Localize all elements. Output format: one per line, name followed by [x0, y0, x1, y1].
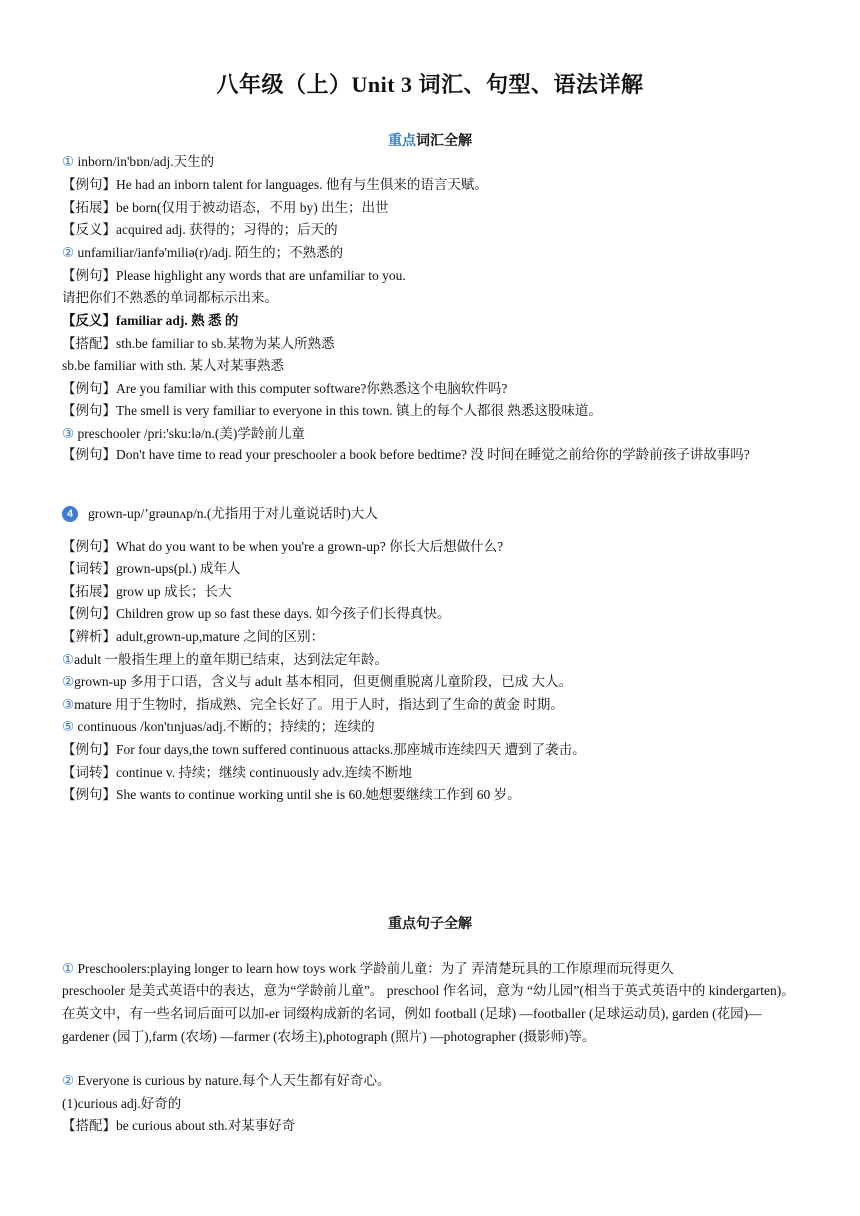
example-line: 【例句】Are you familiar with this computer software?你熟悉这个电脑软件吗?: [62, 381, 508, 396]
vocab-entry-preschooler: ③ preschooler /pri:'sku:lə/n.(美)学龄前儿童: [62, 426, 305, 441]
distinction-adult: ①adult 一般指生理上的童年期已结束，达到法定年龄。: [62, 652, 388, 667]
circled-number: ⑤: [62, 719, 75, 734]
example-line: 【例句】Please highlight any words that are unfamiliar to you.: [62, 268, 406, 283]
circled-number: ③: [62, 697, 75, 712]
extension-line: 【拓展】grow up 成长；长大: [62, 584, 232, 599]
number-badge-icon: 4: [62, 506, 78, 522]
collocation-line: 【搭配】sth.be familiar to sb.某物为某人所熟悉: [62, 336, 335, 351]
circled-number: ②: [62, 674, 75, 689]
vocab-section-heading: [0, 130, 860, 150]
vocab-line: ① inborn/in'bɒn/adj.天生的: [62, 154, 215, 169]
vocab-entry-grown-up: [62, 503, 804, 525]
collocation-line-2: sb.be familiar with sth. 某人对某事熟悉: [62, 358, 284, 373]
word-curious: (1)curious adj.好奇的: [62, 1096, 182, 1111]
circled-number: ②: [62, 245, 75, 260]
distinction-line: 【辨析】adult,grown-up,mature 之间的区别：: [62, 629, 325, 644]
example-line: 【例句】She wants to continue working until she is 60.她想要继续工作到 60 岁。: [62, 787, 521, 802]
antonym-line: 【反义】acquired adj. 获得的；习得的；后天的: [62, 222, 338, 237]
circled-number: ①: [62, 652, 75, 667]
vocab-heading-accent: 重点: [388, 134, 416, 149]
word-form-line: 【词转】grown-ups(pl.) 成年人: [62, 561, 241, 576]
circled-number: ①: [62, 961, 75, 976]
vocab-entry-continuous: ⑤ continuous /kon'tınjuəs/adj.不断的；持续的；连续的: [62, 719, 375, 734]
example-line-wrapped: 【例句】Don't have time to read your preschooler a book before bedtime? 没 时间在睡觉之前给你的学龄前孩子讲故事吗?: [62, 447, 750, 462]
collocation-line: 【搭配】be curious about sth.对某事好奇: [62, 1118, 296, 1133]
document-title: 八年级（上）Unit 3 词汇、句型、语法详解: [216, 72, 644, 97]
example-line: 【例句】Children grow up so fast these days. 如今孩子们长得真快。: [62, 606, 451, 621]
circled-number: ③: [62, 426, 75, 441]
antonym-line: 【反义】familiar adj. 熟 悉 的: [62, 313, 239, 328]
word-form-line: 【词转】continue v. 持续；继续 continuously adv.连续不断地: [62, 765, 412, 780]
vocab-entry-inborn: [62, 151, 804, 173]
sentence-section-heading: 重点句子全解: [388, 917, 472, 932]
vocab-entry-unfamiliar: ② unfamiliar/ianfə'miliə(r)/adj. 陌生的；不熟悉的: [62, 245, 344, 260]
distinction-grown-up: ②grown-up 多用于口语，含义与 adult 基本相同，但更侧重脱离儿童阶段，已成 大人。: [62, 674, 573, 689]
sentence-entry-2: ② Everyone is curious by nature.每个人天生都有好奇心。: [62, 1073, 391, 1088]
example-line: 【例句】What do you want to be when you're a grown-up? 你长大后想做什么?: [62, 539, 504, 554]
circled-number: ①: [62, 154, 75, 169]
example-line: 【例句】The smell is very familiar to everyone in this town. 镇上的每个人都很 熟悉这股味道。: [62, 403, 602, 418]
sentence-entry-1: ① Preschoolers:playing longer to learn how toys work 学龄前儿童：为了 弄清楚玩具的工作原理而玩得更久: [62, 961, 674, 976]
vocab-line: grown-up/’grəunʌp/n.(尤指用于对儿童说话时)大人: [88, 506, 378, 521]
circled-number: ②: [62, 1073, 75, 1088]
sentence-explanation: preschooler 是美式英语中的表达，意为“学龄前儿童”。 preschool 作名词，意为 “幼儿园”(相当于英式英语中的 kindergarten)。在英文中，有一些名词后面可以加-er 词缀构成新的名词，例如 football (足球) —footballer (足球运动员), garden (花园)—gardener (园丁),farm (农场) —farmer (农场主),photograph (照片) —photographer (摄影师)等。: [62, 983, 795, 1044]
extension-line: 【拓展】be born(仅用于被动语态，不用 by) 出生；出世: [62, 200, 389, 215]
distinction-mature: ③mature 用于生物时，指成熟、完全长好了。用于人时，指达到了生命的黄金 时期。: [62, 697, 564, 712]
example-translation: 请把你们不熟悉的单词都标示出来。: [62, 290, 278, 305]
example-line: 【例句】He had an inborn talent for languages. 他有与生俱来的语言天赋。: [62, 177, 488, 192]
example-line: 【例句】For four days,the town suffered continuous attacks.那座城市连续四天 遭到了袭击。: [62, 742, 586, 757]
vocab-heading-rest: 词汇全解: [416, 134, 472, 149]
